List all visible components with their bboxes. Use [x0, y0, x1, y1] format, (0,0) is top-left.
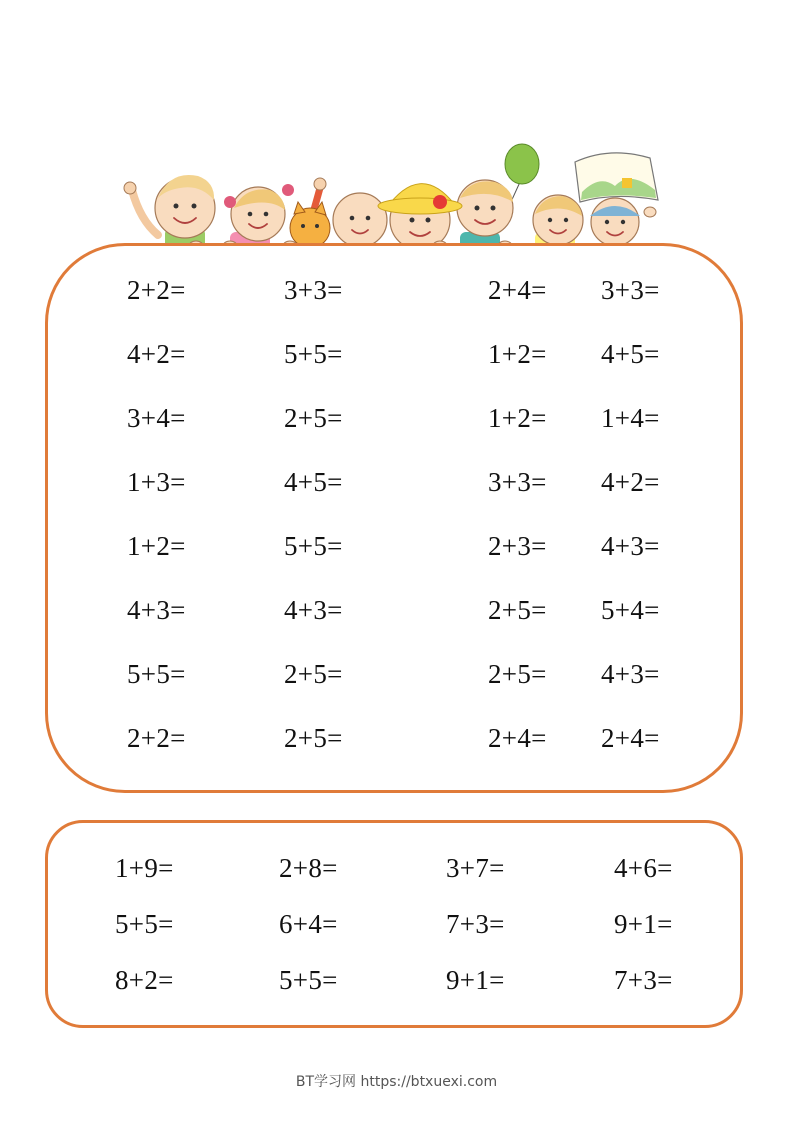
equation: 6+4=: [279, 909, 338, 939]
equation: 2+5=: [284, 403, 343, 433]
equation: 2+4=: [601, 723, 660, 753]
equation: 5+5=: [279, 965, 338, 995]
equation: 1+9=: [115, 853, 174, 883]
equation: 4+5=: [601, 339, 660, 369]
equation: 7+3=: [446, 909, 505, 939]
equation: 4+6=: [614, 853, 673, 883]
equation: 4+3=: [127, 595, 186, 625]
equation: 3+3=: [284, 275, 343, 305]
equation: 4+5=: [284, 467, 343, 497]
equation: 2+2=: [127, 275, 186, 305]
equation: 4+2=: [601, 467, 660, 497]
equation: 4+3=: [601, 531, 660, 561]
equation: 5+5=: [127, 659, 186, 689]
equation: 3+4=: [127, 403, 186, 433]
equation: 1+4=: [601, 403, 660, 433]
equation: 2+3=: [488, 531, 547, 561]
footer-text: BT学习网 https://btxuexi.com: [295, 1074, 498, 1090]
equation: 2+2=: [127, 723, 186, 753]
equation: 1+3=: [127, 467, 186, 497]
equation: 8+2=: [115, 965, 174, 995]
equation: 5+5=: [115, 909, 174, 939]
exercise-box-1: [45, 243, 743, 793]
children-illustration: [110, 140, 680, 255]
equation: 2+4=: [488, 275, 547, 305]
equation: 2+4=: [488, 723, 547, 753]
equation: 4+2=: [127, 339, 186, 369]
equation: 1+2=: [488, 339, 547, 369]
equation: 5+5=: [284, 531, 343, 561]
equation: 5+5=: [284, 339, 343, 369]
equation: 7+3=: [614, 965, 673, 995]
equation: 2+5=: [284, 659, 343, 689]
equation: 3+3=: [488, 467, 547, 497]
equation: 1+2=: [488, 403, 547, 433]
equation: 5+4=: [601, 595, 660, 625]
equation: 2+8=: [279, 853, 338, 883]
equation: 3+3=: [601, 275, 660, 305]
equation: 2+5=: [488, 595, 547, 625]
equation: 3+7=: [446, 853, 505, 883]
equation: 2+5=: [488, 659, 547, 689]
equation: 1+2=: [127, 531, 186, 561]
equation: 9+1=: [614, 909, 673, 939]
equation: 2+5=: [284, 723, 343, 753]
equation: 9+1=: [446, 965, 505, 995]
equation: 4+3=: [601, 659, 660, 689]
equation: 4+3=: [284, 595, 343, 625]
